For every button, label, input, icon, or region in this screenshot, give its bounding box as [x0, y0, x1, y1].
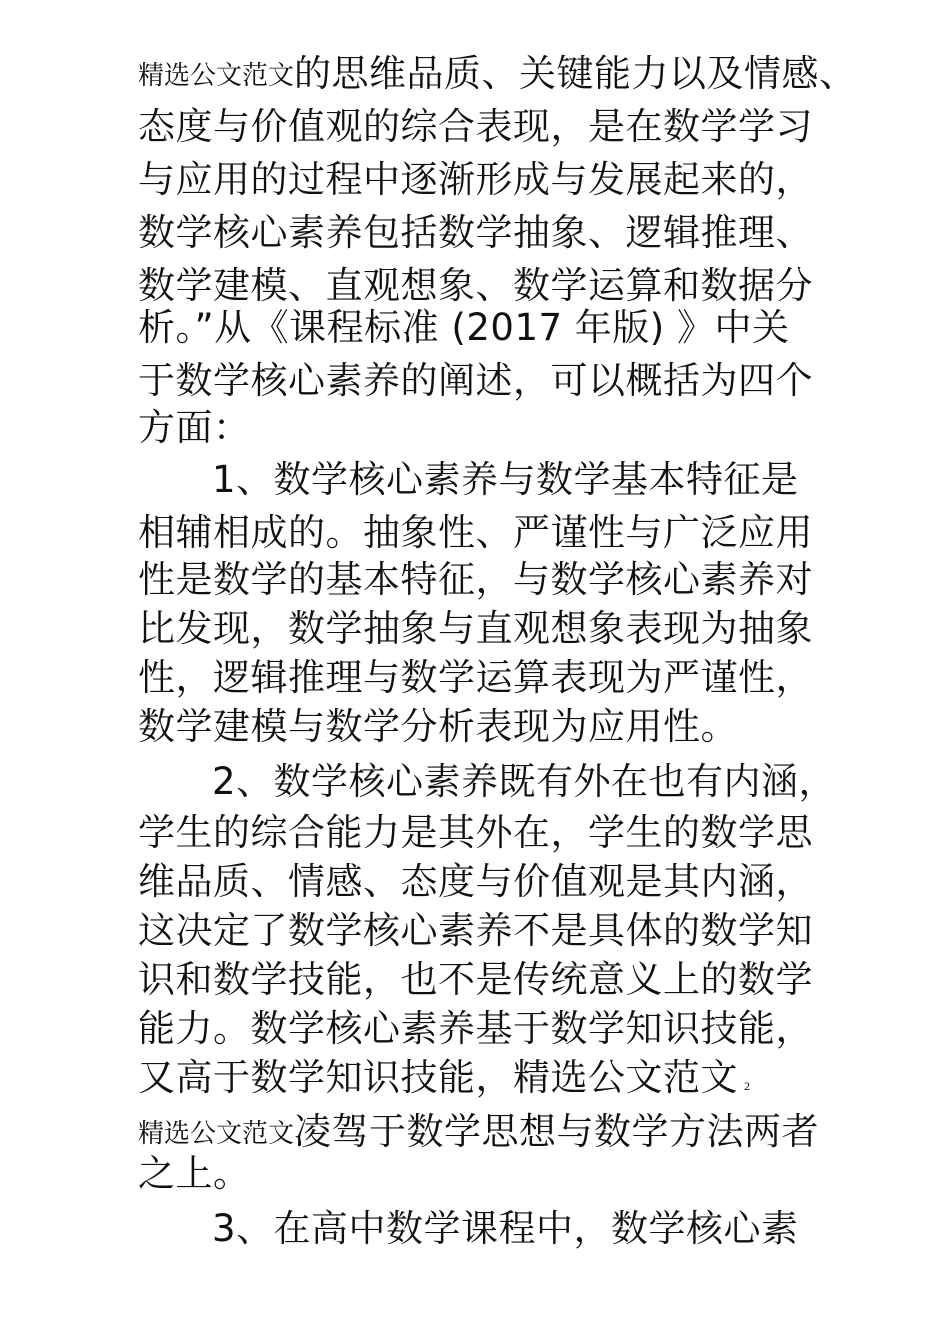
text-line: 于数学核心素养的阐述，可以概括为四个 [138, 359, 813, 402]
text-line: 方面： [138, 406, 251, 449]
text-line: 这决定了数学核心素养不是具体的数学知 [138, 909, 813, 952]
text-line: 数学建模、直观想象、数学运算和数据分 [138, 264, 813, 307]
text-line: 比发现，数学抽象与直观想象表现为抽象 [138, 607, 813, 650]
text-line: 之上。 [138, 1152, 251, 1195]
text-segment: 又高于数学知识技能，精选公文范文 [138, 1056, 738, 1099]
text-segment: 凌驾于数学思想与数学方法两者 [294, 1110, 820, 1153]
text-line: 相辅相成的。抽象性、严谨性与广泛应用 [138, 511, 813, 554]
text-segment: 的思维品质、关键能力以及情感、 [294, 52, 857, 95]
paragraph-1-first-line: 1、数学核心素养与数学基本特征是 [212, 458, 799, 501]
paragraph-2-first-line: 2、数学核心素养既有外在也有内涵， [212, 760, 837, 803]
text-line: 识和数学技能，也不是传统意义上的数学 [138, 958, 813, 1001]
text-line: 析。”从《课程标准 (2017 年版) 》中关 [138, 306, 790, 349]
text-line: 维品质、情感、态度与价值观是其内涵， [138, 860, 813, 903]
watermark-label: 精选公文范文 [138, 1119, 295, 1149]
paragraph-3-first-line: 3、在高中数学课程中，数学核心素 [212, 1207, 799, 1250]
text-line: 数学核心素养包括数学抽象、逻辑推理、 [138, 211, 813, 254]
page-number: 2 [744, 1079, 751, 1093]
text-line: 态度与价值观的综合表现，是在数学学习 [138, 105, 813, 148]
watermark-label: 精选公文范文 [138, 61, 295, 91]
text-line [138, 1054, 751, 1102]
text-line: 数学建模与数学分析表现为应用性。 [138, 705, 738, 748]
text-line: 与应用的过程中逐渐形成与发展起来的， [138, 158, 813, 201]
text-line: 性，逻辑推理与数学运算表现为严谨性， [138, 656, 813, 699]
text-line: 能力。数学核心素养基于数学知识技能， [138, 1007, 813, 1050]
text-line: 学生的综合能力是其外在，学生的数学思 [138, 811, 813, 854]
text-line [138, 50, 857, 98]
text-line: 性是数学的基本特征，与数学核心素养对 [138, 558, 813, 601]
text-line [138, 1108, 819, 1156]
